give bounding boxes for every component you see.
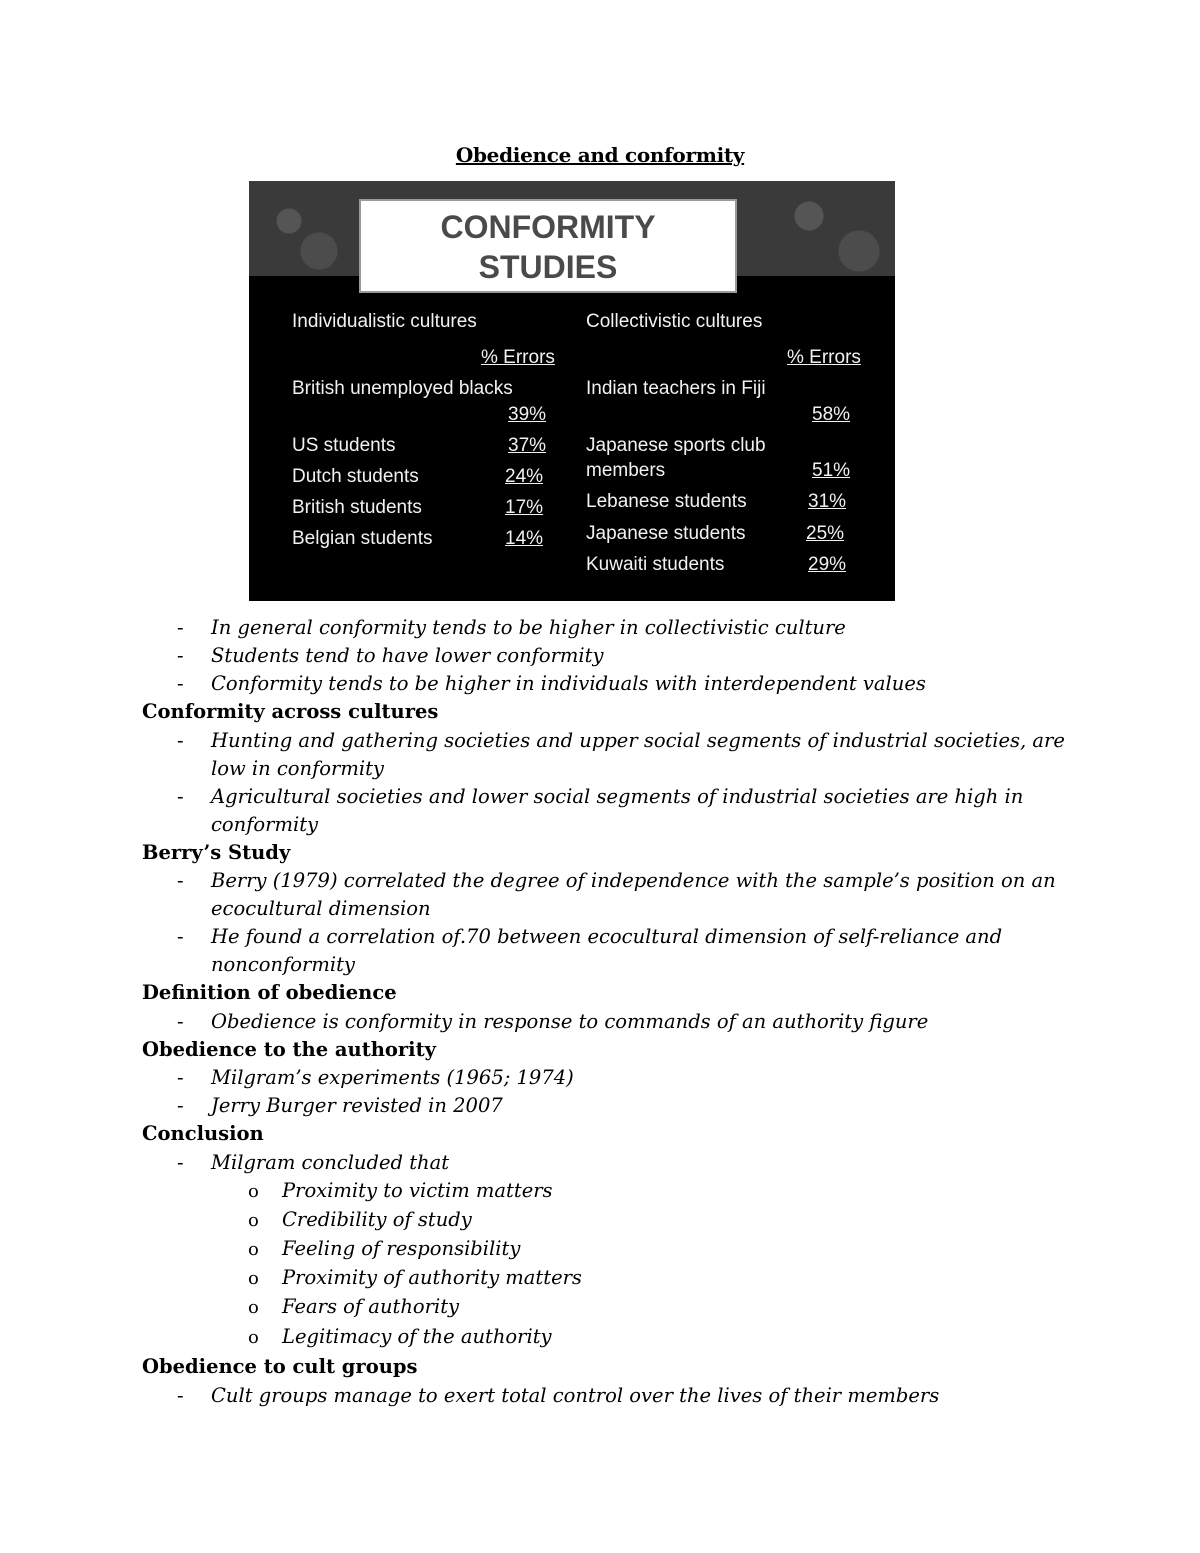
conformity-studies-slide: [249, 181, 895, 601]
sub-bullet-text: Legitimacy of the authority: [282, 1325, 552, 1348]
bullet-text: He found a correlation of.70 between ecocultural dimension of self-reliance and: [211, 925, 1003, 948]
individualistic-errors-label: % Errors: [481, 347, 555, 368]
individualistic-row-label: British unemployed blacks: [292, 378, 513, 399]
bullet-text: Obedience is conformity in response to commands of an authority figure: [211, 1010, 929, 1033]
bullet-text-cont: nonconformity: [211, 953, 355, 976]
page-title: Obedience and conformity: [455, 143, 745, 167]
sub-bullet-circle: o: [248, 1210, 259, 1231]
collectivistic-errors-label: % Errors: [787, 347, 861, 368]
bullet-dash: -: [177, 869, 184, 892]
bullet-dash: -: [177, 729, 184, 752]
bullet-dash: -: [177, 672, 184, 695]
bullet-text: Milgram’s experiments (1965; 1974): [211, 1066, 574, 1089]
sub-bullet-text: Proximity to victim matters: [282, 1179, 553, 1202]
section-heading: Obedience to cult groups: [142, 1355, 418, 1378]
section-heading: Conformity across cultures: [142, 700, 439, 723]
bullet-dash: -: [177, 616, 184, 639]
sub-bullet-text: Credibility of study: [282, 1208, 472, 1231]
sub-bullet-circle: o: [248, 1239, 259, 1260]
collectivistic-row-value: 58%: [812, 404, 851, 425]
sub-bullet-text: Feeling of responsibility: [282, 1237, 521, 1260]
sub-bullet-circle: o: [248, 1268, 259, 1289]
individualistic-row-value: 37%: [508, 435, 547, 456]
collectivistic-row-label: Indian teachers in Fiji: [586, 378, 766, 399]
sub-bullet-text: Proximity of authority matters: [282, 1266, 582, 1289]
bullet-text: Conformity tends to be higher in individuals with interdependent values: [211, 672, 926, 695]
bullet-text: Students tend to have lower conformity: [211, 644, 604, 667]
collectivistic-row-label: Japanese sports club: [586, 435, 766, 456]
collectivistic-row-value: 25%: [806, 523, 845, 544]
collectivistic-row-label: Kuwaiti students: [586, 554, 725, 575]
bullet-dash: -: [177, 1066, 184, 1089]
individualistic-row-label: British students: [292, 497, 422, 518]
bullet-text-cont: conformity: [211, 813, 319, 836]
individualistic-row-label: Dutch students: [292, 466, 419, 487]
collectivistic-header: Collectivistic cultures: [586, 311, 763, 332]
collectivistic-row-label-cont: members: [586, 460, 666, 481]
individualistic-header: Individualistic cultures: [292, 311, 477, 332]
slide-title-line2: STUDIES: [478, 249, 618, 285]
bullet-dash: -: [177, 1151, 184, 1174]
individualistic-row-value: 39%: [508, 404, 547, 425]
bullet-text: Berry (1979) correlated the degree of independence with the sample’s position on an: [211, 869, 1056, 892]
sub-bullet-circle: o: [248, 1297, 259, 1318]
individualistic-row-value: 17%: [505, 497, 544, 518]
slide-title-line1: CONFORMITY: [440, 209, 656, 245]
sub-bullet-circle: o: [248, 1327, 259, 1348]
bullet-text-cont: low in conformity: [211, 757, 384, 780]
collectivistic-row-label: Lebanese students: [586, 491, 747, 512]
collectivistic-row-label: Japanese students: [586, 523, 746, 544]
individualistic-row-value: 24%: [505, 466, 544, 487]
bullet-text: Hunting and gathering societies and upper social segments of industrial societies, are: [211, 729, 1065, 752]
bullet-text: In general conformity tends to be higher in collectivistic culture: [211, 616, 846, 639]
section-heading: Conclusion: [142, 1122, 264, 1145]
bullet-dash: -: [177, 1094, 184, 1117]
section-heading: Obedience to the authority: [142, 1038, 436, 1061]
collectivistic-row-value: 29%: [808, 554, 847, 575]
bullet-dash: -: [177, 1010, 184, 1033]
individualistic-row-value: 14%: [505, 528, 544, 549]
individualistic-row-label: Belgian students: [292, 528, 433, 549]
collectivistic-row-value: 51%: [812, 460, 851, 481]
bullet-text: Agricultural societies and lower social segments of industrial societies are high in: [211, 785, 1024, 808]
sub-bullet-circle: o: [248, 1181, 259, 1202]
sub-bullet-text: Fears of authority: [282, 1295, 460, 1318]
slide-title-box: [359, 199, 737, 293]
bullet-dash: -: [177, 1384, 184, 1407]
bullet-text: Cult groups manage to exert total control over the lives of their members: [211, 1384, 940, 1407]
bullet-dash: -: [177, 644, 184, 667]
bullet-dash: -: [177, 785, 184, 808]
individualistic-row-label: US students: [292, 435, 396, 456]
bullet-dash: -: [177, 925, 184, 948]
bullet-text-cont: ecocultural dimension: [211, 897, 431, 920]
bullet-text: Milgram concluded that: [211, 1151, 450, 1174]
section-heading: Definition of obedience: [142, 981, 397, 1004]
collectivistic-row-value: 31%: [808, 491, 847, 512]
bullet-text: Jerry Burger revisted in 2007: [211, 1094, 503, 1117]
section-heading: Berry’s Study: [142, 841, 291, 864]
